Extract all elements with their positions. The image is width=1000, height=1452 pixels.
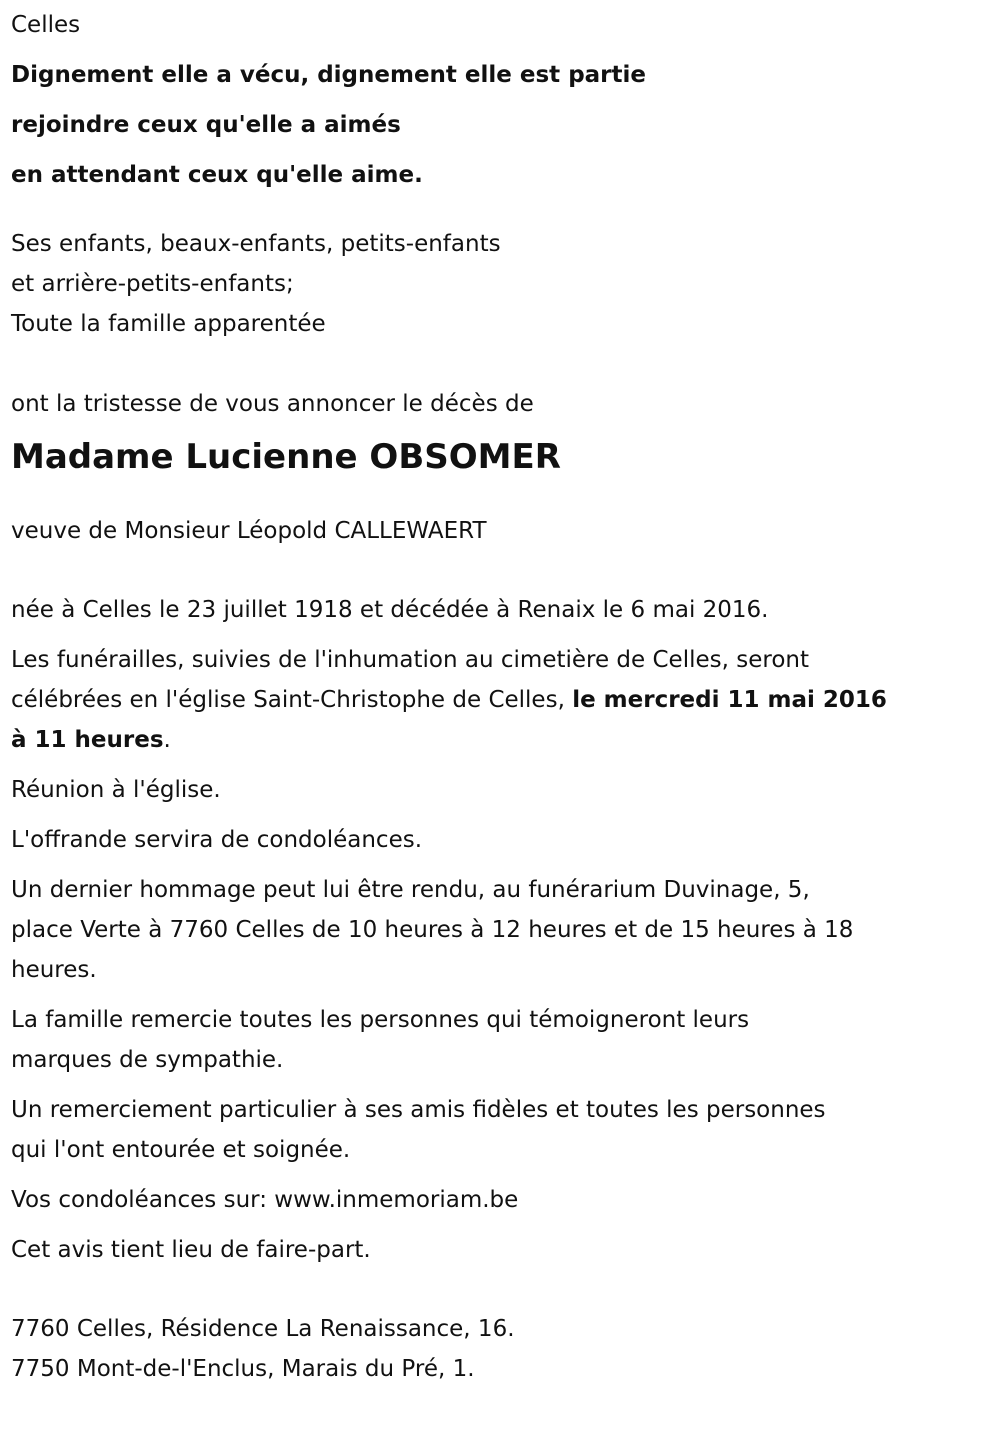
paragraph-offering: L'offrande servira de condoléances. xyxy=(11,827,423,853)
family-block xyxy=(11,224,989,344)
paragraph-notice: Cet avis tient lieu de faire-part. xyxy=(11,1237,371,1263)
funeral-info: Les funérailles, suivies de l'inhumation au cimetière de Celles, seront célébrées en l'église Saint-Christophe de Celles, le mercredi 11 mai 2016 à 11 heures. xyxy=(11,647,887,753)
deceased-name: Madame Lucienne OBSOMER xyxy=(11,437,561,477)
family-line: Ses enfants, beaux-enfants, petits-enfants xyxy=(11,231,501,257)
address-line: 7760 Celles, Résidence La Renaissance, 16. xyxy=(11,1316,515,1342)
verse-line: rejoindre ceux qu'elle a aimés xyxy=(11,112,401,138)
announcement: ont la tristesse de vous annoncer le décès de xyxy=(11,391,534,417)
address-line: 7750 Mont-de-l'Enclus, Marais du Pré, 1. xyxy=(11,1356,475,1382)
funeral-time: à 11 heures xyxy=(11,727,164,753)
birth-death: née à Celles le 23 juillet 1918 et décédée à Renaix le 6 mai 2016. xyxy=(11,597,769,623)
paragraph-thanks: La famille remercie toutes les personnes qui témoigneront leurs marques de sympathie. xyxy=(11,1007,750,1073)
verse-line: Dignement elle a vécu, dignement elle est partie xyxy=(11,62,646,88)
addresses xyxy=(11,1309,989,1389)
verse-line: en attendant ceux qu'elle aime. xyxy=(11,162,423,188)
paragraph-condolences: Vos condoléances sur: www.inmemoriam.be xyxy=(11,1187,519,1213)
paragraph-special-thanks: Un remerciement particulier à ses amis fidèles et toutes les personnes qui l'ont entourée et soignée. xyxy=(11,1097,826,1163)
widow-of: veuve de Monsieur Léopold CALLEWAERT xyxy=(11,518,487,544)
funeral-date: le mercredi 11 mai 2016 xyxy=(572,687,887,713)
family-line: Toute la famille apparentée xyxy=(11,311,326,337)
place: Celles xyxy=(11,12,81,38)
paragraph-meeting: Réunion à l'église. xyxy=(11,777,221,803)
family-line: et arrière-petits-enfants; xyxy=(11,271,294,297)
paragraph-tribute: Un dernier hommage peut lui être rendu, au funérarium Duvinage, 5, place Verte à 7760 Celles de 10 heures à 12 heures et de 15 heures à 18 heures. xyxy=(11,877,854,983)
